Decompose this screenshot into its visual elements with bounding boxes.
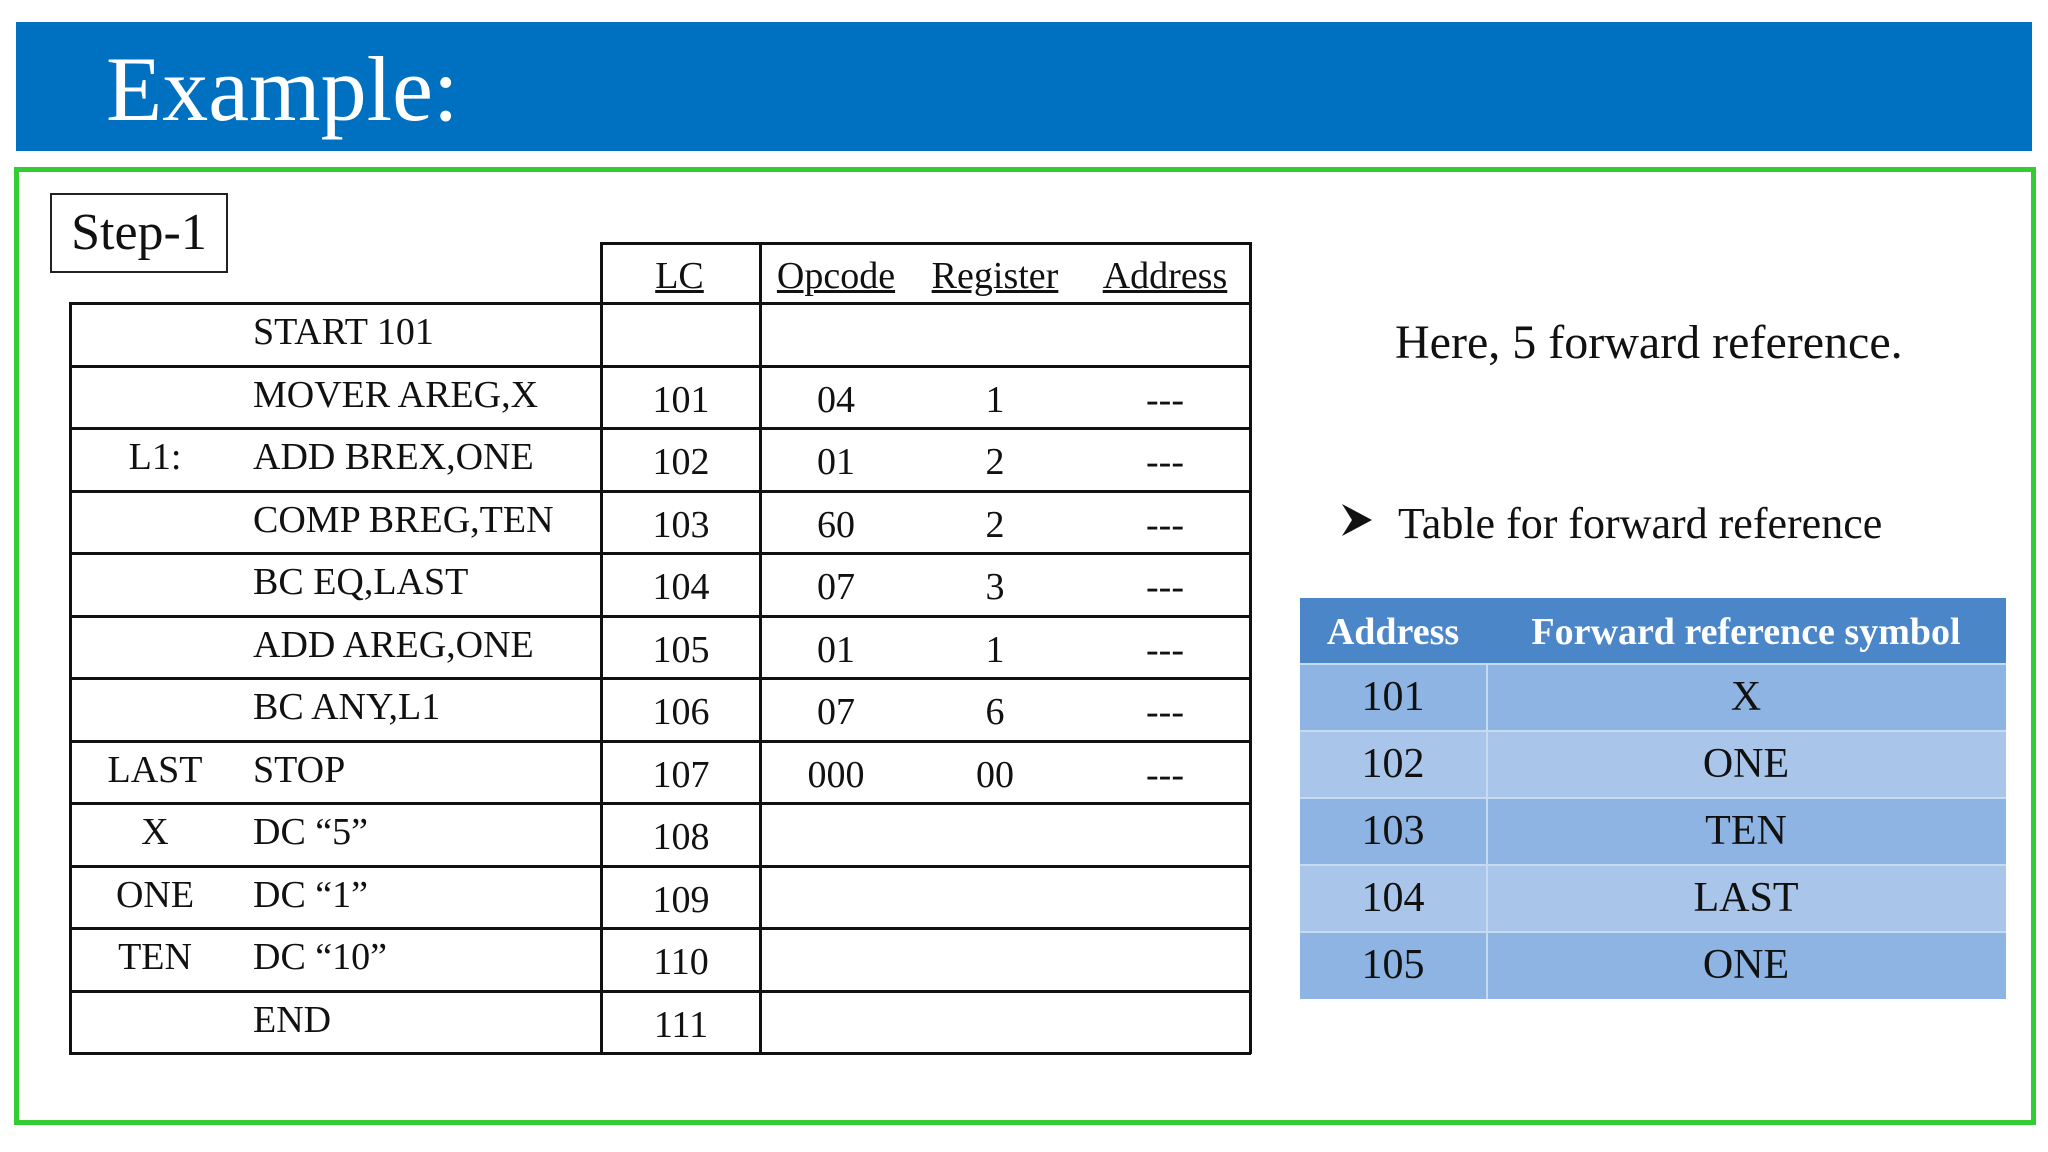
- step-label: Step-1: [50, 193, 228, 273]
- table-row-border: [69, 365, 1251, 368]
- table-row-border: [69, 927, 1251, 930]
- forward-table-row: [1300, 664, 2006, 731]
- row-instruction: BC ANY,L1: [253, 686, 441, 728]
- header-lc: LC: [655, 255, 704, 297]
- row-instruction: COMP BREG,TEN: [253, 499, 554, 541]
- forward-reference-note: Here, 5 forward reference.: [1395, 316, 1903, 369]
- table-row-border: [69, 552, 1251, 555]
- row-opcode: 60: [817, 504, 855, 546]
- forward-row-address: 105: [1361, 942, 1425, 988]
- forward-row-address: 102: [1361, 741, 1425, 787]
- forward-reference-table: [1300, 598, 2006, 999]
- header-address: Address: [1102, 255, 1228, 297]
- row-label: X: [141, 811, 169, 853]
- table-left-border: [69, 302, 72, 1054]
- row-instruction: END: [253, 999, 332, 1041]
- row-instruction: DC “1”: [253, 874, 369, 916]
- row-lc: 111: [653, 1004, 709, 1046]
- row-lc: 107: [652, 754, 710, 796]
- row-lc: 104: [652, 566, 710, 608]
- table-row-border: [69, 802, 1251, 805]
- table-row-border: [69, 427, 1251, 430]
- row-register: 00: [976, 754, 1014, 796]
- row-address: ---: [1146, 629, 1184, 671]
- table-caption: Table for forward reference: [1398, 499, 1883, 548]
- row-opcode: 000: [807, 754, 865, 796]
- table-right-border: [1249, 302, 1252, 1054]
- row-register: 2: [985, 441, 1005, 483]
- forward-row-address: 103: [1361, 808, 1425, 854]
- forward-table-row: [1300, 865, 2006, 932]
- row-label: TEN: [118, 936, 192, 978]
- row-opcode: 01: [817, 629, 855, 671]
- row-label: L1:: [128, 436, 182, 478]
- forward-row-separator: [1300, 663, 2006, 665]
- row-lc: 108: [652, 816, 710, 858]
- table-row-border: [69, 615, 1251, 618]
- row-opcode: 07: [817, 566, 855, 608]
- row-address: ---: [1146, 379, 1184, 421]
- table-header-right-border: [1249, 242, 1252, 302]
- table-header-top-border: [600, 242, 1251, 245]
- row-instruction: BC EQ,LAST: [253, 561, 469, 603]
- row-lc: 105: [652, 629, 710, 671]
- row-register: 3: [985, 566, 1005, 608]
- arrow-bullet-icon: [1340, 500, 1374, 550]
- row-address: ---: [1146, 504, 1184, 546]
- header-register: Register: [931, 255, 1059, 297]
- row-register: 1: [985, 379, 1005, 421]
- row-address: ---: [1146, 691, 1184, 733]
- table-row-border: [69, 490, 1251, 493]
- row-instruction: DC “5”: [253, 811, 369, 853]
- row-register: 1: [985, 629, 1005, 671]
- forward-row-separator: [1300, 730, 2006, 732]
- forward-row-symbol: ONE: [1702, 741, 1790, 787]
- header-opcode: Opcode: [776, 255, 896, 297]
- row-register: 6: [985, 691, 1005, 733]
- row-lc: 110: [653, 941, 709, 983]
- forward-row-address: 104: [1361, 875, 1425, 921]
- row-instruction: STOP: [253, 749, 346, 791]
- table-lc-divider: [759, 302, 762, 1054]
- row-instruction: ADD BREX,ONE: [253, 436, 534, 478]
- table-row-border: [69, 302, 1251, 305]
- forward-row-address: 101: [1361, 674, 1425, 720]
- row-register: 2: [985, 504, 1005, 546]
- forward-row-separator: [1300, 931, 2006, 933]
- row-lc: 101: [652, 379, 710, 421]
- forward-table-row: [1300, 798, 2006, 865]
- row-opcode: 01: [817, 441, 855, 483]
- forward-row-separator: [1300, 797, 2006, 799]
- table-row-border: [69, 1052, 1251, 1055]
- row-opcode: 07: [817, 691, 855, 733]
- row-address: ---: [1146, 754, 1184, 796]
- forward-column-separator: [1486, 664, 1488, 999]
- row-lc: 106: [652, 691, 710, 733]
- row-label: ONE: [115, 874, 195, 916]
- table-row-border: [69, 865, 1251, 868]
- row-opcode: 04: [817, 379, 855, 421]
- forward-row-symbol: X: [1730, 674, 1762, 720]
- row-instruction: DC “10”: [253, 936, 388, 978]
- forward-row-symbol: TEN: [1705, 808, 1787, 854]
- table-row-border: [69, 740, 1251, 743]
- row-instruction: MOVER AREG,X: [253, 374, 539, 416]
- row-address: ---: [1146, 566, 1184, 608]
- table-row-border: [69, 990, 1251, 993]
- forward-row-symbol: ONE: [1702, 942, 1790, 988]
- slide-title: Example:: [106, 38, 459, 140]
- forward-row-separator: [1300, 864, 2006, 866]
- table-header-divider: [759, 242, 762, 302]
- row-lc: 109: [652, 879, 710, 921]
- arrow-bullet-icon-svg: [1340, 502, 1374, 538]
- forward-row-symbol: LAST: [1693, 875, 1799, 921]
- row-label: LAST: [107, 749, 203, 791]
- table-row-border: [69, 677, 1251, 680]
- row-instruction: START 101: [253, 311, 434, 353]
- forward-table-header: [1300, 598, 2006, 664]
- row-instruction: ADD AREG,ONE: [253, 624, 534, 666]
- header-address: Address: [1326, 611, 1460, 653]
- forward-table-row: [1300, 932, 2006, 999]
- header-forward-reference-symbol: Forward reference symbol: [1531, 611, 1961, 653]
- row-lc: 102: [652, 441, 710, 483]
- row-address: ---: [1146, 441, 1184, 483]
- forward-table-row: [1300, 731, 2006, 798]
- row-lc: 103: [652, 504, 710, 546]
